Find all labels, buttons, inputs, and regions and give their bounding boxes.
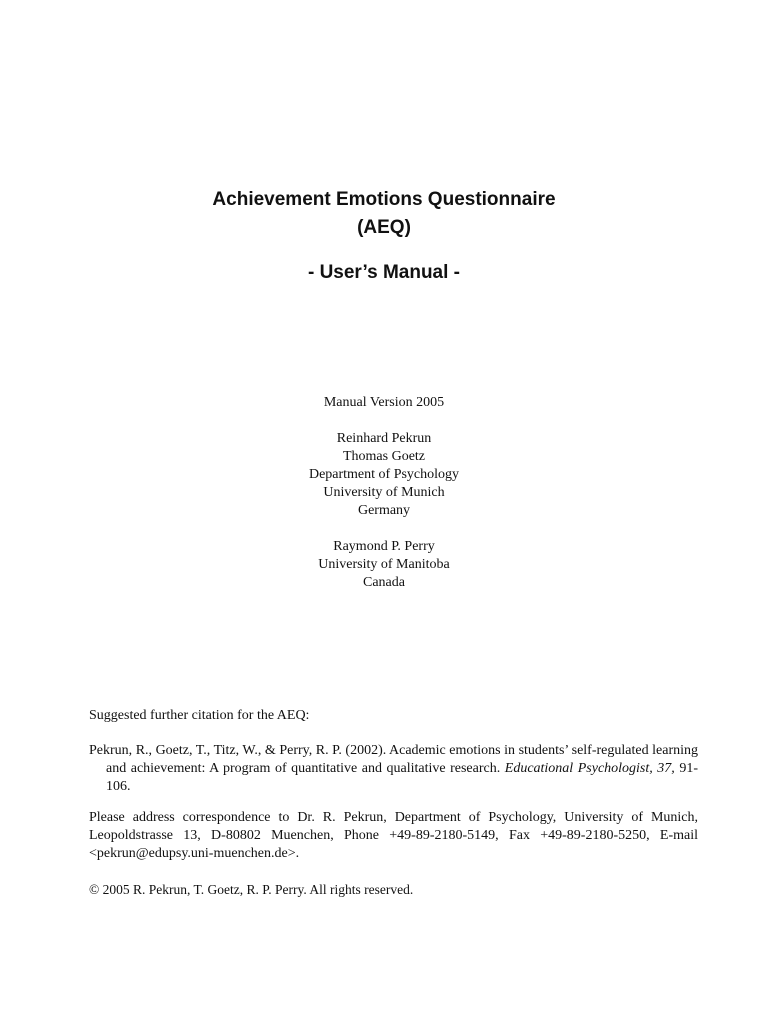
document-title: Achievement Emotions Questionnaire xyxy=(212,189,556,210)
author-name: Thomas Goetz xyxy=(342,449,426,464)
author-university: University of Manitoba xyxy=(318,557,450,572)
title-block xyxy=(0,186,768,287)
author-country: Canada xyxy=(363,575,405,590)
citation-section xyxy=(89,707,698,899)
document-subtitle: - User’s Manual - xyxy=(307,262,461,283)
spacer xyxy=(0,520,768,538)
reference-entry xyxy=(89,742,698,796)
reference-pages: 91-106. xyxy=(106,761,699,794)
info-block xyxy=(0,394,768,592)
document-title-abbreviation: (AEQ) xyxy=(357,217,411,238)
author-name: Reinhard Pekrun xyxy=(336,431,432,446)
author-department: Department of Psychology xyxy=(308,467,460,482)
author-university: University of Munich xyxy=(323,485,445,500)
spacer xyxy=(0,412,768,430)
copyright-notice: © 2005 R. Pekrun, T. Goetz, R. P. Perry. All rights reserved. xyxy=(89,882,414,897)
manual-version: Manual Version 2005 xyxy=(323,395,445,410)
citation-intro: Suggested further citation for the AEQ: xyxy=(89,708,310,723)
reference-text: Pekrun, R., Goetz, T., Titz, W., & Perry, R. P. (2002). Academic emotions in students’ self-regulated learning and achievement: A program of quantitative and qualitative research. xyxy=(89,743,698,776)
reference-journal: Educational Psychologist, 37, xyxy=(504,761,675,776)
author-country: Germany xyxy=(357,503,411,518)
correspondence-address: Please address correspondence to Dr. R. Pekrun, Department of Psychology, University of Munich, Leopoldstrasse 13, D-80802 Muenchen, Phone +49-89-2180-5149, Fax +49-89-2180-5250, E-mail <pekrun@edupsy.uni-muenchen.de>. xyxy=(89,810,698,861)
author-name: Raymond P. Perry xyxy=(333,539,435,554)
